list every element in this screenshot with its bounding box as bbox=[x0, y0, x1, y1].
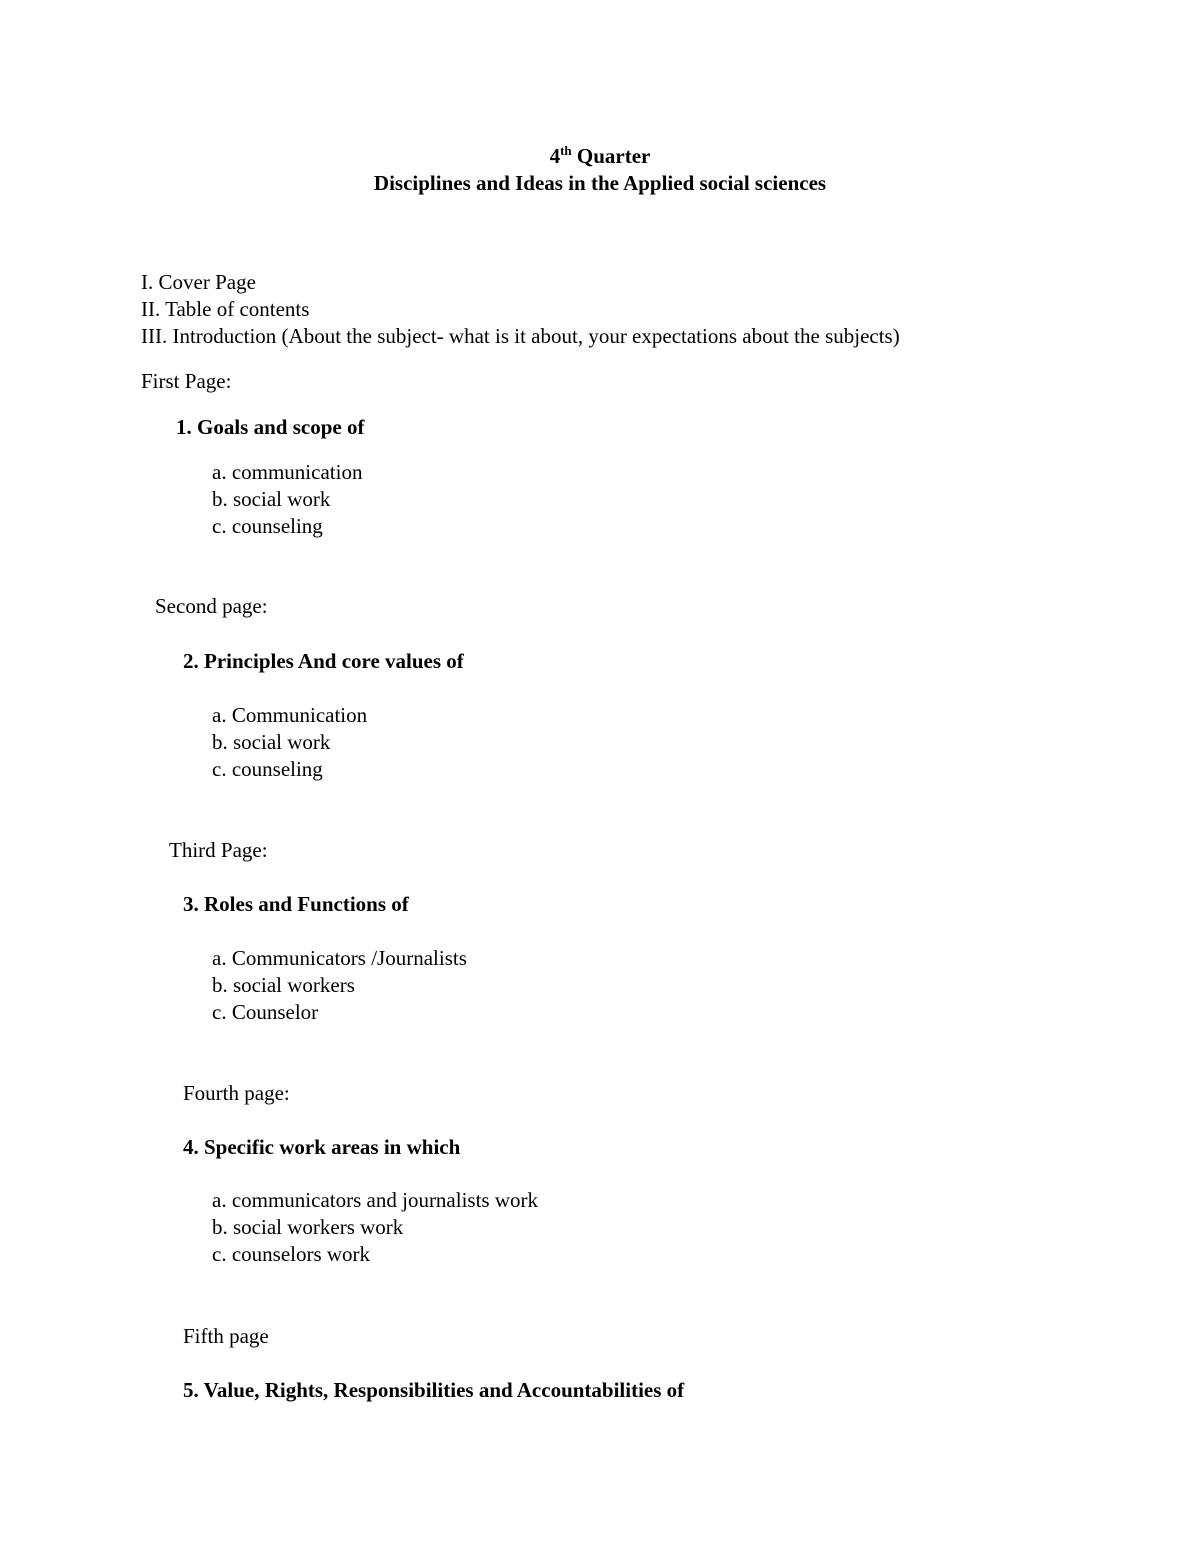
list-item: a. Communicators /Journalists bbox=[212, 946, 467, 970]
list-item: b. social workers work bbox=[212, 1215, 404, 1239]
page-label-fourth: Fourth page: bbox=[183, 1081, 290, 1105]
list-item: a. communication bbox=[212, 460, 363, 484]
section-heading-values-rights: 5. Value, Rights, Responsibilities and Accountabilities of bbox=[183, 1378, 685, 1402]
quarter-word: Quarter bbox=[576, 144, 651, 168]
list-item: c. counseling bbox=[212, 514, 323, 538]
list-item: c. Counselor bbox=[212, 1000, 319, 1024]
list-item: c. counselors work bbox=[212, 1242, 371, 1266]
list-item: c. counseling bbox=[212, 757, 323, 781]
page-label-third: Third Page: bbox=[169, 838, 268, 862]
section-heading-roles: 3. Roles and Functions of bbox=[183, 892, 409, 916]
list-item: a. Communication bbox=[212, 703, 368, 727]
outline-item-introduction: III. Introduction (About the subject- what is it about, your expectations about the subjects) bbox=[141, 324, 900, 348]
document-subtitle: Disciplines and Ideas in the Applied social sciences bbox=[373, 171, 827, 195]
section-heading-principles: 2. Principles And core values of bbox=[183, 649, 464, 673]
quarter-number: 4 bbox=[549, 144, 561, 168]
page-label-first: First Page: bbox=[141, 369, 232, 393]
section-heading-goals: 1. Goals and scope of bbox=[176, 415, 365, 439]
list-item: b. social work bbox=[212, 730, 331, 754]
list-item: b. social work bbox=[212, 487, 331, 511]
list-item: a. communicators and journalists work bbox=[212, 1188, 539, 1212]
outline-item-cover-page: I. Cover Page bbox=[141, 270, 256, 294]
list-item: b. social workers bbox=[212, 973, 355, 997]
outline-item-table-of-contents: II. Table of contents bbox=[141, 297, 310, 321]
document-title bbox=[0, 143, 1200, 168]
page-label-fifth: Fifth page bbox=[183, 1324, 269, 1348]
page-label-second: Second page: bbox=[155, 594, 268, 618]
quarter-suffix: th bbox=[560, 143, 572, 158]
section-heading-work-areas: 4. Specific work areas in which bbox=[183, 1135, 461, 1159]
